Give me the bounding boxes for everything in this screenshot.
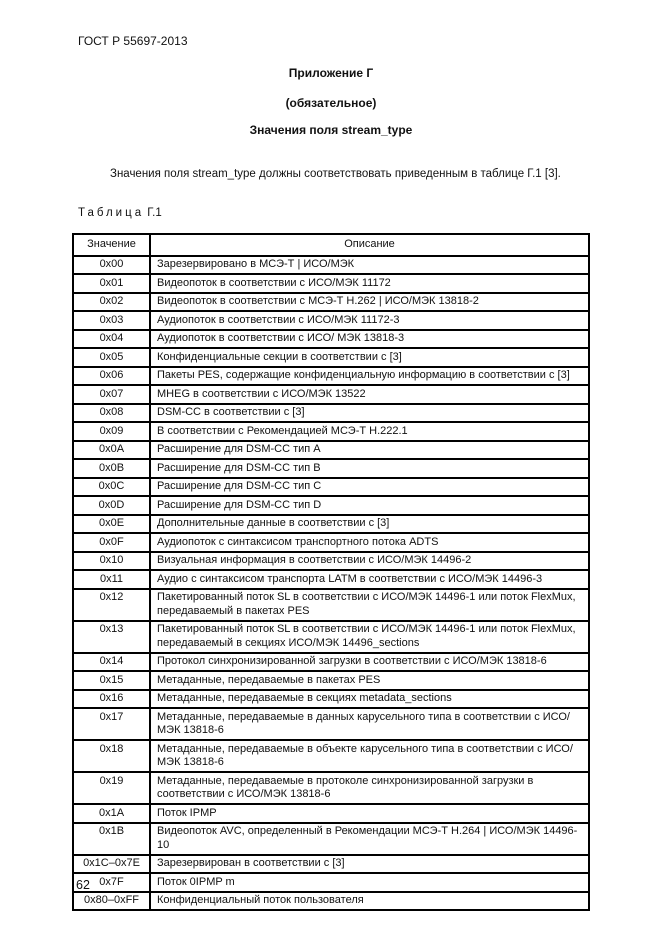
stream-type-value: 0x0D <box>73 496 150 515</box>
stream-type-description: Визуальная информация в соответствии с ИСО/МЭК 14496-2 <box>150 552 589 571</box>
stream-type-description: Видеопоток в соответствии с ИСО/МЭК 11172 <box>150 274 589 293</box>
table-row <box>73 552 589 571</box>
table-row <box>73 621 589 653</box>
table-row <box>73 690 589 709</box>
stream-type-value: 0x15 <box>73 671 150 690</box>
stream-type-description: Аудио с синтаксисом транспорта LATM в соответствии с ИСО/МЭК 14496-3 <box>150 570 589 589</box>
stream-type-value: 0x19 <box>73 772 150 804</box>
stream-type-description: Метаданные, передаваемые в секциях metadata_sections <box>150 690 589 709</box>
stream-type-value: 0x03 <box>73 311 150 330</box>
table-row <box>73 441 589 460</box>
table-row <box>73 570 589 589</box>
appendix-title: Приложение Г <box>288 66 374 80</box>
table-row <box>73 422 589 441</box>
stream-type-value: 0x02 <box>73 293 150 312</box>
table-row <box>73 274 589 293</box>
stream-type-description: Метаданные, передаваемые в объекте карусельного типа в соответствии с ИСО/МЭК 13818-6 <box>150 740 589 772</box>
appendix-subtitle: (обязательное) <box>285 96 377 110</box>
stream-type-description: Расширение для DSM-CC тип В <box>150 459 589 478</box>
stream-type-value: 0x0C <box>73 478 150 497</box>
intro-paragraph: Значения поля stream_type должны соответствовать приведенным в таблице Г.1 [3]. <box>110 168 561 180</box>
table-caption-label: Таблица <box>78 207 145 219</box>
table-row <box>73 533 589 552</box>
table-row <box>73 385 589 404</box>
stream-type-description: Расширение для DSM-CC тип С <box>150 478 589 497</box>
table-row <box>73 348 589 367</box>
table-row <box>73 873 589 892</box>
stream-type-description: Поток IPMP <box>150 804 589 823</box>
table-caption-number: Г.1 <box>147 207 162 219</box>
table-row <box>73 367 589 386</box>
stream-type-value: 0x0B <box>73 459 150 478</box>
stream-type-description: Конфиденциальные секции в соответствии с [3] <box>150 348 589 367</box>
table-row <box>73 404 589 423</box>
table-header-row <box>73 234 589 256</box>
table-row <box>73 589 589 621</box>
stream-type-value: 0x80–0xFF <box>73 892 150 911</box>
stream-type-value: 0x00 <box>73 256 150 275</box>
stream-type-value: 0x06 <box>73 367 150 386</box>
stream-type-value: 0x1C–0x7E <box>73 855 150 874</box>
table-row <box>73 478 589 497</box>
stream-type-value: 0x04 <box>73 330 150 349</box>
stream-type-description: Пакетированный поток SL в соответствии с ИСО/МЭК 14496-1 или поток FlexMux, передаваемый в секциях ИСО/МЭК 14496_sections <box>150 621 589 653</box>
stream-type-description: Расширение для DSM-CC тип D <box>150 496 589 515</box>
table-row <box>73 804 589 823</box>
table-row <box>73 772 589 804</box>
stream-type-value: 0x0F <box>73 533 150 552</box>
stream-type-table-body <box>73 256 589 911</box>
stream-type-description: Аудиопоток с синтаксисом транспортного потока ADTS <box>150 533 589 552</box>
stream-type-value: 0x17 <box>73 708 150 740</box>
page-number: 62 <box>76 878 90 892</box>
stream-type-value: 0x01 <box>73 274 150 293</box>
stream-type-description: Дополнительные данные в соответствии с [3] <box>150 515 589 534</box>
stream-type-description: Аудиопоток в соответствии с ИСО/ МЭК 13818-3 <box>150 330 589 349</box>
stream-type-value: 0x08 <box>73 404 150 423</box>
stream-type-value: 0x11 <box>73 570 150 589</box>
stream-type-description: Метаданные, передаваемые в протоколе синхронизированной загрузки в соответствии с ИСО/МЭК 13818-6 <box>150 772 589 804</box>
stream-type-value: 0x1A <box>73 804 150 823</box>
column-header-value: Значение <box>73 234 150 256</box>
stream-type-description: DSM-CC в соответствии с [3] <box>150 404 589 423</box>
stream-type-value: 0x13 <box>73 621 150 653</box>
table-row <box>73 892 589 911</box>
stream-type-description: Метаданные, передаваемые в пакетах PES <box>150 671 589 690</box>
stream-type-value: 0x07 <box>73 385 150 404</box>
table-row <box>73 496 589 515</box>
stream-type-value: 0x12 <box>73 589 150 621</box>
table-row <box>73 855 589 874</box>
appendix-heading: Значения поля stream_type <box>249 123 413 137</box>
document-code: ГОСТ Р 55697-2013 <box>78 34 188 48</box>
stream-type-description: В соответствии с Рекомендацией МСЭ-Т Н.222.1 <box>150 422 589 441</box>
stream-type-value: 0x14 <box>73 653 150 672</box>
stream-type-description: Расширение для DSM-CC тип А <box>150 441 589 460</box>
column-header-description: Описание <box>150 234 589 256</box>
table-row <box>73 256 589 275</box>
stream-type-description: Метаданные, передаваемые в данных карусельного типа в соответствии с ИСО/МЭК 13818-6 <box>150 708 589 740</box>
table-caption <box>78 206 590 220</box>
stream-type-value: 0x0A <box>73 441 150 460</box>
stream-type-value: 0x18 <box>73 740 150 772</box>
stream-type-value: 0x0E <box>73 515 150 534</box>
stream-type-value: 0x7F <box>73 873 150 892</box>
stream-type-value: 0x16 <box>73 690 150 709</box>
table-row <box>73 740 589 772</box>
stream-type-description: Пакетированный поток SL в соответствии с ИСО/МЭК 14496-1 или поток FlexMux, передаваемый в пакетах PES <box>150 589 589 621</box>
table-row <box>73 459 589 478</box>
stream-type-description: Конфиденциальный поток пользователя <box>150 892 589 911</box>
stream-type-description: Видеопоток AVC, определенный в Рекомендации МСЭ-Т Н.264 | ИСО/МЭК 14496-10 <box>150 823 589 855</box>
stream-type-description: Аудиопоток в соответствии с ИСО/МЭК 11172-3 <box>150 311 589 330</box>
stream-type-value: 0x09 <box>73 422 150 441</box>
table-row <box>73 708 589 740</box>
table-row <box>73 293 589 312</box>
stream-type-description: Зарезервировано в МСЭ-Т | ИСО/МЭК <box>150 256 589 275</box>
stream-type-description: MHEG в соответствии с ИСО/МЭК 13522 <box>150 385 589 404</box>
table-row <box>73 823 589 855</box>
stream-type-table <box>72 233 590 911</box>
stream-type-description: Поток 0IPMP m <box>150 873 589 892</box>
stream-type-description: Видеопоток в соответствии с МСЭ-Т Н.262 | ИСО/МЭК 13818-2 <box>150 293 589 312</box>
table-row <box>73 311 589 330</box>
stream-type-value: 0x05 <box>73 348 150 367</box>
table-row <box>73 515 589 534</box>
stream-type-value: 0x1B <box>73 823 150 855</box>
stream-type-description: Протокол синхронизированной загрузки в соответствии с ИСО/МЭК 13818-6 <box>150 653 589 672</box>
table-row <box>73 653 589 672</box>
stream-type-value: 0x10 <box>73 552 150 571</box>
table-row <box>73 671 589 690</box>
stream-type-description: Зарезервирован в соответствии с [3] <box>150 855 589 874</box>
stream-type-description: Пакеты PES, содержащие конфиденциальную информацию в соответствии с [3] <box>150 367 589 386</box>
table-row <box>73 330 589 349</box>
